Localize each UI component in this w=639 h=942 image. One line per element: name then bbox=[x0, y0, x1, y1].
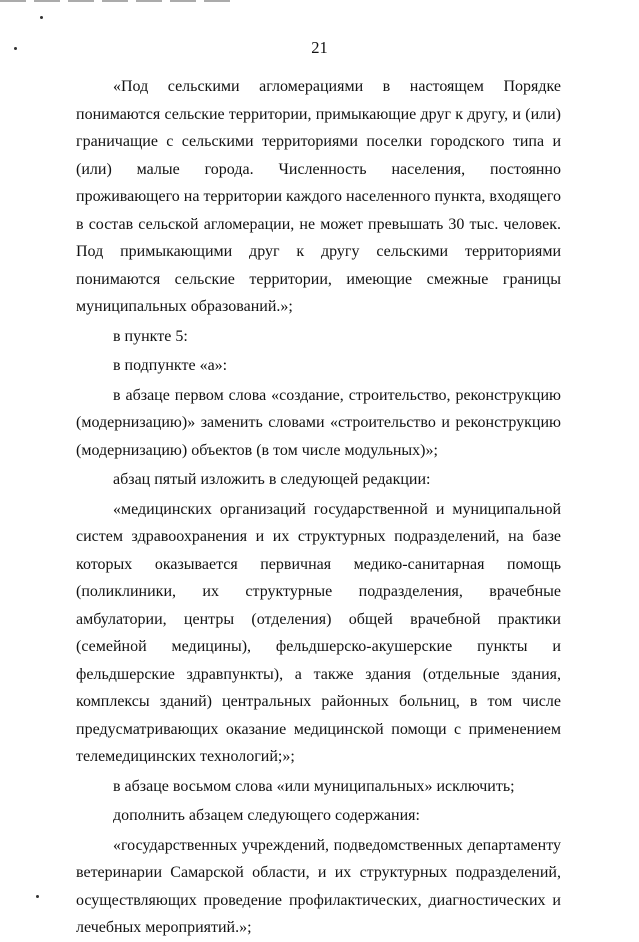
paragraph-subitem-a: в подпункте «а»: bbox=[113, 357, 228, 374]
paragraph-agglomeration-definition: «Под сельскими агломерациями в настоящем Порядке понимаются сельские территории, примыкающие друг к другу, и (или) граничащие с сельскими территориями поселки городского типа и (или) малые города. Численность населения, постоянно проживающего на территории каждого населенного пункта, входящего в состав сельской агломерации, не может превышать 30 тыс. человек. Под примыкающими друг к другу сельскими территориями понимаются сельские территории, имеющие смежные границы муниципальных образований.»; bbox=[76, 78, 561, 315]
paragraph-eighth-abzac-change: в абзаце восьмом слова «или муниципальных» исключить; bbox=[113, 777, 515, 795]
document-body bbox=[76, 73, 561, 942]
page-number: 21 bbox=[311, 38, 328, 57]
scan-artifact-top-rule bbox=[0, 0, 230, 2]
scan-artifact-dot bbox=[40, 16, 43, 19]
paragraph-fifth-abzac-intro: абзац пятый изложить в следующей редакции: bbox=[113, 471, 431, 488]
paragraph-first-abzac-change: в абзаце первом слова «создание, строительство, реконструкцию (модернизацию)» заменить словами «строительство и реконструкцию (модернизацию) объектов (в том числе модульных)»; bbox=[76, 386, 561, 459]
paragraph-medical-organizations: «медицинских организаций государственной и муниципальной систем здравоохранения и их структурных подразделений, на базе которых оказывается первичная медико-санитарная помощь (поликлиники, их структурные подразделения, врачебные амбулатории, центры (отделения) общей врачебной практики (семейной медицины), фельдшерско-акушерские пункты и фельдшерские здравпункты), а также здания (отдельные здания, комплексы зданий) центральных районных больниц, в том числе предусматривающих оказание медицинской помощи с применением телемедицинских технологий;»; bbox=[76, 500, 561, 765]
paragraph-veterinary-institutions: «государственных учреждений, подведомственных департаменту ветеринарии Самарской области, и их структурных подразделений, осуществляющих проведение профилактических, диагностических и лечебных мероприятий.»; bbox=[76, 836, 561, 936]
scan-artifact-dot bbox=[36, 895, 39, 898]
paragraph-item-5: в пункте 5: bbox=[113, 327, 188, 345]
paragraph-add-abzac-intro: дополнить абзацем следующего содержания: bbox=[113, 807, 420, 824]
